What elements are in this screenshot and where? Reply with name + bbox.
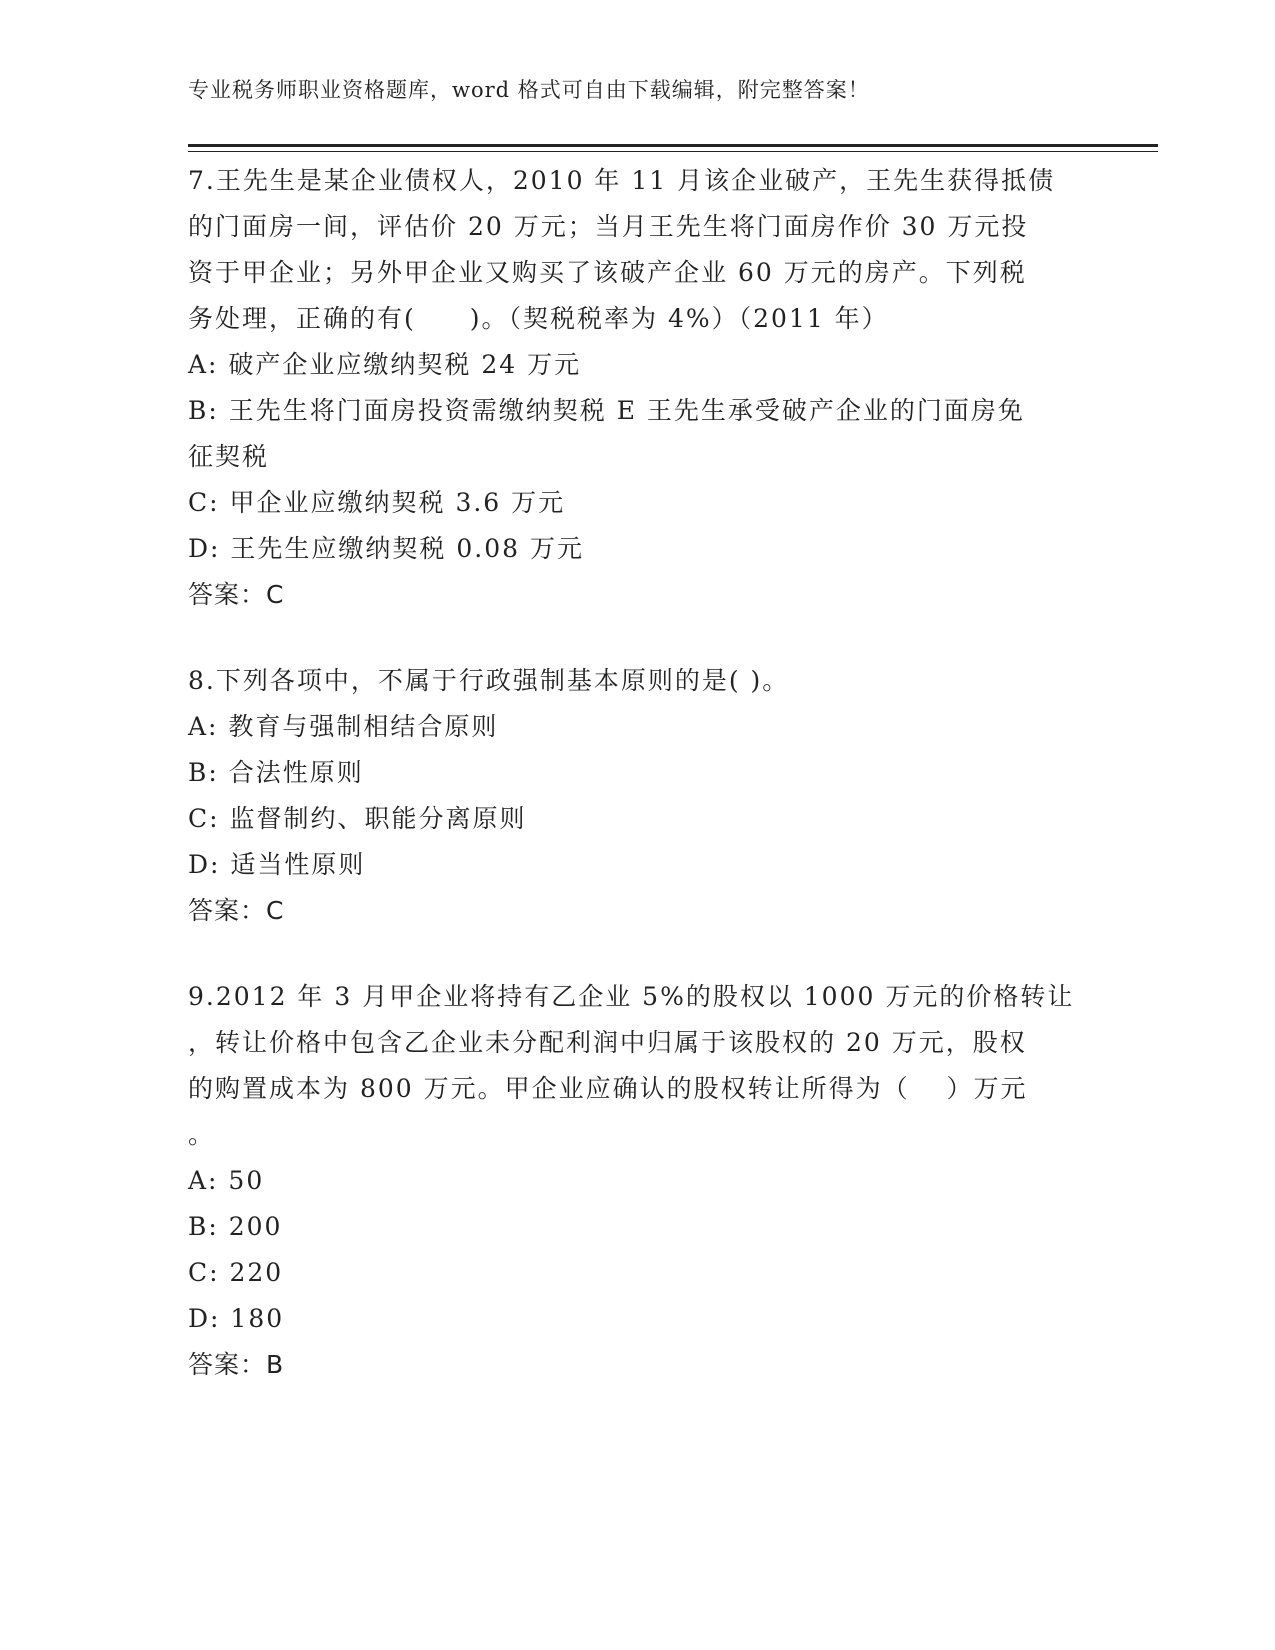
answer-label: 答案：C xyxy=(188,896,285,925)
header-rule-thin xyxy=(188,151,1158,152)
question-8 xyxy=(188,658,1088,934)
option-a: A: 教育与强制相结合原则 xyxy=(188,712,499,741)
question-7 xyxy=(188,158,1088,618)
option-a: A: 破产企业应缴纳契税 24 万元 xyxy=(188,350,582,379)
answer-label: 答案：B xyxy=(188,1350,285,1379)
page-header: 专业税务师职业资格题库，word 格式可自由下载编辑，附完整答案！ xyxy=(188,78,870,102)
header-rule-thick xyxy=(188,144,1158,147)
question-stem: 8.下列各项中，不属于行政强制基本原则的是( )。 xyxy=(188,666,790,695)
question-stem: 7.王先生是某企业债权人，2010 年 11 月该企业破产，王先生获得抵债 的门面房一间，评估价 20 万元；当月王先生将门面房作价 30 万元投 资于甲企业；另外甲企业又购买了该破产企业 60 万元的房产。下列税 务处理，正确的有( )。（契税税率为 4%）（2011 年） xyxy=(188,166,1056,333)
question-9 xyxy=(188,974,1088,1388)
option-d: D: 王先生应缴纳契税 0.08 万元 xyxy=(188,534,584,563)
option-b: B: 200 xyxy=(188,1212,283,1241)
question-stem: 9.2012 年 3 月甲企业将持有乙企业 5%的股权以 1000 万元的价格转让 ，转让价格中包含乙企业未分配利润中归属于该股权的 20 万元，股权 的购置成本为 800 万元。甲企业应确认的股权转让所得为（ ）万元 。 xyxy=(188,982,1075,1149)
answer-label: 答案：C xyxy=(188,580,285,609)
option-d: D: 180 xyxy=(188,1304,285,1333)
option-d: D: 适当性原则 xyxy=(188,850,366,879)
option-a: A: 50 xyxy=(188,1166,265,1195)
option-b: B: 王先生将门面房投资需缴纳契税 E 王先生承受破产企业的门面房免 征契税 xyxy=(188,396,1025,471)
question-list xyxy=(188,158,1088,1428)
option-c: C: 220 xyxy=(188,1258,284,1287)
option-c: C: 甲企业应缴纳契税 3.6 万元 xyxy=(188,488,566,517)
option-c: C: 监督制约、职能分离原则 xyxy=(188,804,527,833)
option-b: B: 合法性原则 xyxy=(188,758,364,787)
